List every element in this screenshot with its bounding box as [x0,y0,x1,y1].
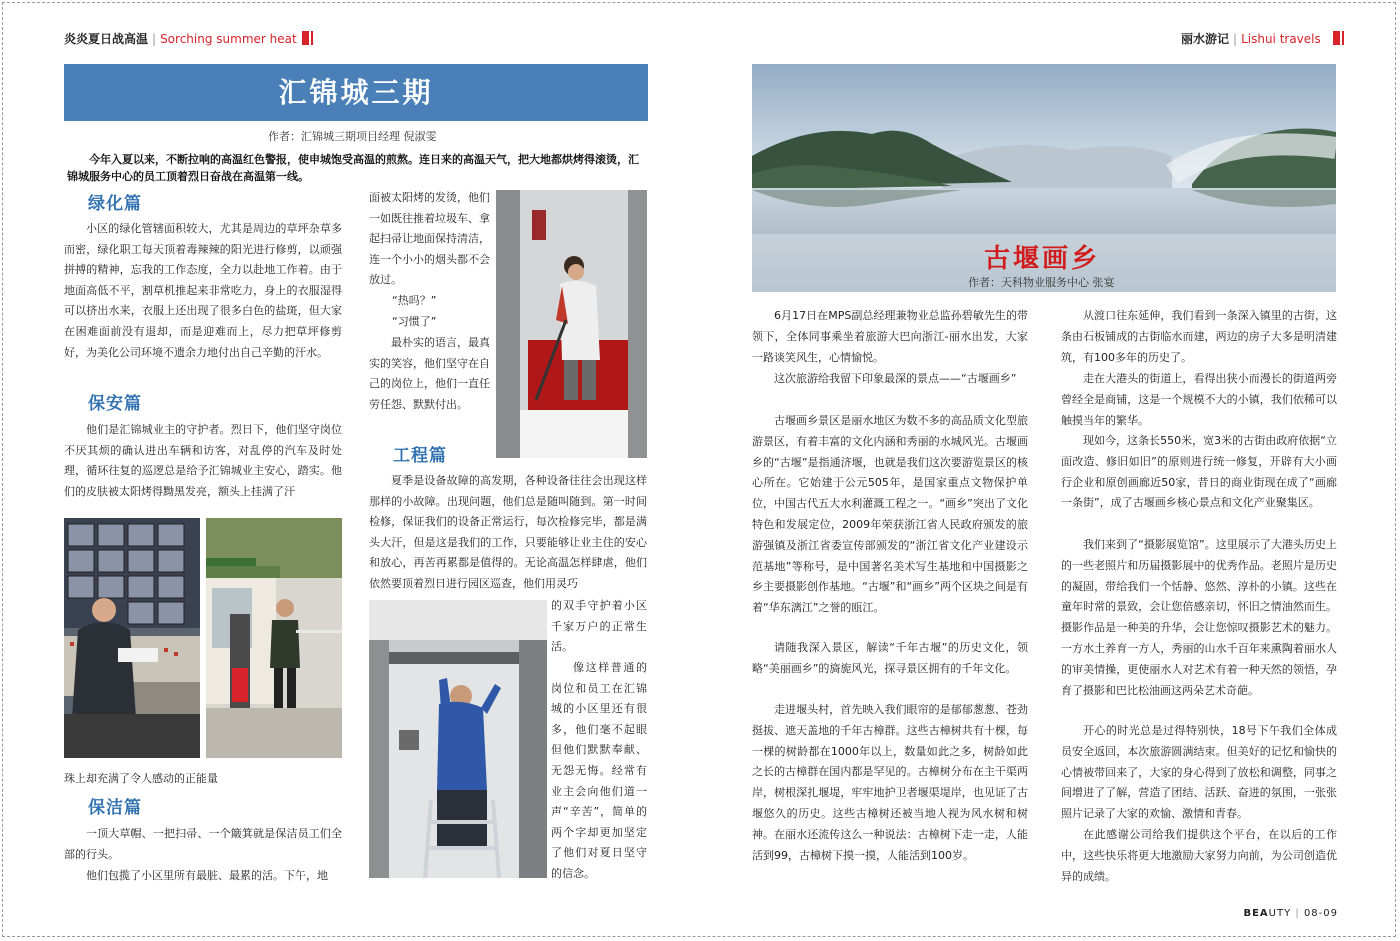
header-left-en: Sorching summer heat [160,32,297,46]
photo-security-monitor-room [64,518,200,758]
header-left-red-line [311,31,313,45]
text-greening: 小区的绿化管辖面积较大，尤其是周边的草坪杂草多而密，绿化职工每天顶着毒辣辣的阳光进行修剪，以顽强拼搏的精神，忘我的工作态度，全力以赴地工作着。由于地面高低不平，割草机推起来非常吃力，身上的衣服湿得可以挤出水来，衣服上还出现了很多白色的盐斑，但大家在困难面前没有退却，而是迎难而上，尽力把草坪修剪好，为美化公司环境不遗余力地付出自己辛勤的汗水。 [64,222,342,359]
footer-brand-rest: UTY [1268,908,1292,919]
heading-cleaning: 保洁篇 [88,798,142,818]
travel-col2-p3: 现如今，这条长550米，宽3米的古街由政府依据“立面改造、修旧如旧”的原则进行统一修复，开辟有大小画行企业和原创画廊近50家，昔日的商业街现在成了“画廊一条街”，成了古堰画乡核心景点和文化产业聚集区。 [1061,434,1337,510]
text-cleaning-q1: “热吗？” [392,294,437,307]
travel-col1-p3: 古堰画乡景区是丽水地区为数不多的高品质文化型旅游景区，有着丰富的文化内涵和秀丽的水城风光。古堰画乡的“古堰”是指通济堰，也就是我们这次要游览景区的核心所在。它始建于公元505年，是国家重点文物保护单位，中国古代五大水利灌溉工程之一。“画乡”突出了文化特色和发展定位，2009年荣获浙江省人民政府颁发的旅游强镇及浙江省委宣传部颁发的“浙江省文化产业建设示范基地”等称号，是中国著名美术写生基地和中国摄影之乡主要摄影创作基地。“古堰”和“画乡”两个区块之间是有着“华东漓江”之誉的瓯江。 [752,414,1028,615]
header-right-cn: 丽水游记 [1181,32,1230,46]
travel-col1-p5: 走进堰头村，首先映入我们眼帘的是郁郁葱葱、苍劲挺拔、遮天盖地的千年古樟群。这些古樟树共有十棵，每一棵的树龄都在1000年以上，数量如此之多，树龄如此之长的古樟群在国内都是罕见的。古樟树分布在主干渠两岸，树根深扎堰堤，牢牢地护卫者堰渠堤岸，也见证了古堰悠久的历史。这些古樟树还被当地人视为风水树和树神。在丽水还流传这么一种说法：古樟树下走一走，人能活到99，古樟树下摸一摸，人能活到100岁。 [752,703,1028,862]
travel-col1-p4: 请随我深入景区，解读“千年古堰”的历史文化，领略“美丽画乡”的旖旎风光，探寻景区拥有的千年文化。 [752,641,1028,675]
left-title-band [64,64,648,121]
footer-brand-bold: BEA [1243,908,1269,919]
header-left: 炎炎夏日战高温 | Sorching summer heat [64,30,313,47]
text-cleaning-end: 最朴实的语言，最真实的笑容，他们坚守在自己的岗位上，他们一直任劳任怨、默默付出。 [369,336,490,411]
text-cleaning-1: 一顶大草帽、一把扫帚、一个簸箕就是保洁员工们全部的行头。 [64,827,342,861]
travel-col2-p2: 走在大港头的街道上，看得出狭小而漫长的街道两旁曾经全是商铺，这是一个规模不大的小镇，我们依稀可以触摸当年的繁华。 [1061,372,1337,427]
header-left-cn: 炎炎夏日战高温 [64,32,149,46]
travel-col1-p2: 这次旅游给我留下印象最深的景点——“古堰画乡” [774,372,1017,385]
right-article-title: 古堰画乡 [984,244,1101,274]
photo-engineer-ladder [369,600,547,878]
text-engineering-cont2: 像这样普通的岗位和员工在汇锦城的小区里还有很多，他们毫不起眼但他们默默奉献、无怨无悔。经常有业主会向他们道一声“辛苦”，简单的两个字却更加坚定了他们对夏日坚守的信念。 [551,661,647,880]
text-engineering-cont1: 的双手守护着小区千家万户的正常生活。 [551,599,647,654]
right-article-author: 作者：天科物业服务中心 张宴 [968,276,1115,289]
left-article-title: 汇锦城三期 [278,76,434,109]
header-right-en: Lishui travels [1241,32,1321,46]
header-left-red-mark [302,31,309,45]
travel-col2-p4: 我们来到了“摄影展览馆”。这里展示了大港头历史上的一些老照片和历届摄影展中的优秀作品。老照片是历史的凝固，带给我们一个恬静、悠然、淳朴的小镇。这些在童年时常的景致，会让您倍感亲切，怀旧之情油然而生。摄影作品是一种美的升华，会让您惊叹摄影艺术的魅力。一方水土养育一方人，秀丽的山水千百年来熏陶着丽水人的审美情操，更使丽水人对艺术有着一种天然的领悟，孕育了摄影和巴比松油画这两朵艺术奇葩。 [1061,538,1337,697]
text-cleaning-2: 他们包揽了小区里所有最脏、最累的活。下午，地 [86,869,328,882]
heading-engineering: 工程篇 [393,446,447,466]
text-cleaning-q2: “习惯了” [392,315,437,328]
text-engineering: 夏季是设备故障的高发期，各种设备往往会出现这样那样的小故障。出现问题，他们总是随叫随到。第一时间检修，保证我们的设备正常运行，每次检修完毕，都是满头大汗，但是这是我们的工作，只要能够让业主住的安心和放心，再苦再累都是值得的。无论高温怎样肆虐，他们依然要顶着烈日进行园区巡查，他们用灵巧 [369,474,647,590]
footer-page-numbers: 08-09 [1303,908,1338,919]
security-caption: 珠上却充满了令人感动的正能量 [64,772,218,785]
header-right-red-line [1342,31,1344,45]
left-article-author: 作者：汇锦城三期项目经理 倪淑雯 [268,130,437,143]
photo-cleaner-elevator [496,190,647,458]
header-right-red-mark [1333,31,1340,45]
travel-col1-p1: 6月17日在MPS副总经理兼物业总监孙碧敏先生的带领下，全体同事乘坐着旅游大巴向浙江-丽水出发，大家一路谈笑风生，心情愉悦。 [752,309,1028,364]
page-footer: BEAUTY | 08-09 [1243,908,1338,919]
heading-security: 保安篇 [88,394,142,414]
photo-security-gate-guard [206,518,342,758]
travel-col2-p1: 从渡口往东延伸，我们看到一条深入镇里的古街，这条由石板铺成的古街临水而建，两边的房子大多是明清建筑，有100多年的历史了。 [1061,309,1337,364]
travel-col2-p6: 在此感谢公司给我们提供这个平台，在以后的工作中，这些快乐将更大地激励大家努力向前，为公司创造优异的成绩。 [1061,828,1337,883]
travel-col2-p5: 开心的时光总是过得特别快，18号下午我们全体成员安全返回，本次旅游圆满结束。但美好的记忆和愉快的心情被带回来了，大家的身心得到了放松和调整，同事之间增进了了解，营造了团结、活跃、奋进的氛围，一张张照片记录了大家的欢愉、激情和青春。 [1061,724,1337,821]
heading-greening: 绿化篇 [88,194,142,214]
text-security: 他们是汇锦城业主的守护者。烈日下，他们坚守岗位不厌其烦的确认进出车辆和访客，对乱停的汽车及时处理，循环往复的巡逻总是给予汇锦城业主安心，踏实。他们的皮肤被太阳烤得黝黑发亮，额头上挂满了汗 [64,423,342,498]
header-right: 丽水游记 | Lishui travels [1181,30,1344,47]
left-article-intro: 今年入夏以来，不断拉响的高温红色警报，使申城饱受高温的煎熬。连日来的高温天气，把大地都烘烤得滚烫，汇锦城服务中心的员工顶着烈日奋战在高温第一线。 [67,153,639,183]
text-cleaning-cont: 面被太阳烤的发烫，他们一如既往推着垃圾车、拿起扫帚让地面保持清洁，连一个小小的烟头都不会放过。 [369,191,490,287]
